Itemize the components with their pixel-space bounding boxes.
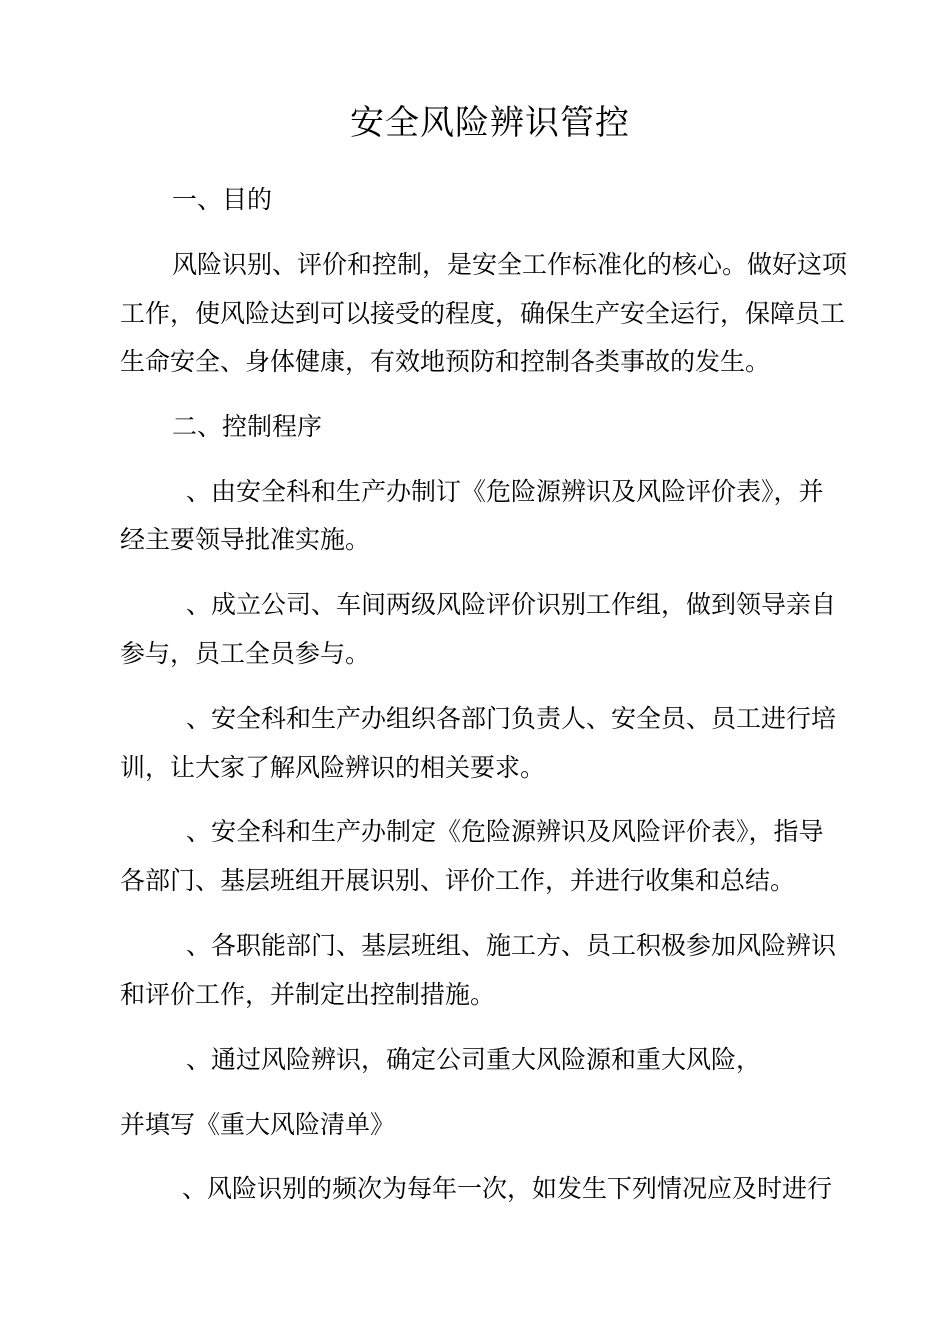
paragraph-line: 经主要领导批准实施。 bbox=[120, 525, 371, 554]
paragraph-line: 和评价工作，并制定出控制措施。 bbox=[120, 980, 496, 1009]
paragraph-line: 各部门、基层班组开展识别、评价工作，并进行收集和总结。 bbox=[120, 866, 796, 895]
paragraph-line: 、安全科和生产办制定《危险源辨识及风险评价表》，指导 bbox=[186, 817, 824, 846]
section-heading-purpose: 一、目的 bbox=[172, 185, 273, 214]
document-title: 安全风险辨识管控 bbox=[350, 103, 630, 143]
section-heading-procedure: 二、控制程序 bbox=[172, 412, 323, 441]
paragraph-line: 训，让大家了解风险辨识的相关要求。 bbox=[120, 753, 546, 782]
paragraph-line: 、成立公司、车间两级风险评价识别工作组，做到领导亲自 bbox=[186, 590, 837, 619]
paragraph-line: 、风险识别的频次为每年一次，如发生下列情况应及时进行 bbox=[182, 1174, 833, 1203]
paragraph-line: 、通过风险辨识，确定公司重大风险源和重大风险， bbox=[186, 1045, 762, 1074]
paragraph-line: 并填写《重大风险清单》 bbox=[120, 1110, 396, 1139]
paragraph-line: 、安全科和生产办组织各部门负责人、安全员、员工进行培 bbox=[186, 704, 837, 733]
paragraph-line: 工作，使风险达到可以接受的程度，确保生产安全运行，保障员工 bbox=[120, 299, 846, 328]
paragraph-line: 、由安全科和生产办制订《危险源辨识及风险评价表》，并 bbox=[186, 477, 824, 506]
paragraph-line: 、各职能部门、基层班组、施工方、员工积极参加风险辨识 bbox=[186, 931, 837, 960]
paragraph-line: 参与，员工全员参与。 bbox=[120, 639, 371, 668]
paragraph-line: 生命安全、身体健康，有效地预防和控制各类事故的发生。 bbox=[120, 347, 771, 376]
paragraph-line: 风险识别、评价和控制，是安全工作标准化的核心。做好这项 bbox=[172, 250, 848, 279]
